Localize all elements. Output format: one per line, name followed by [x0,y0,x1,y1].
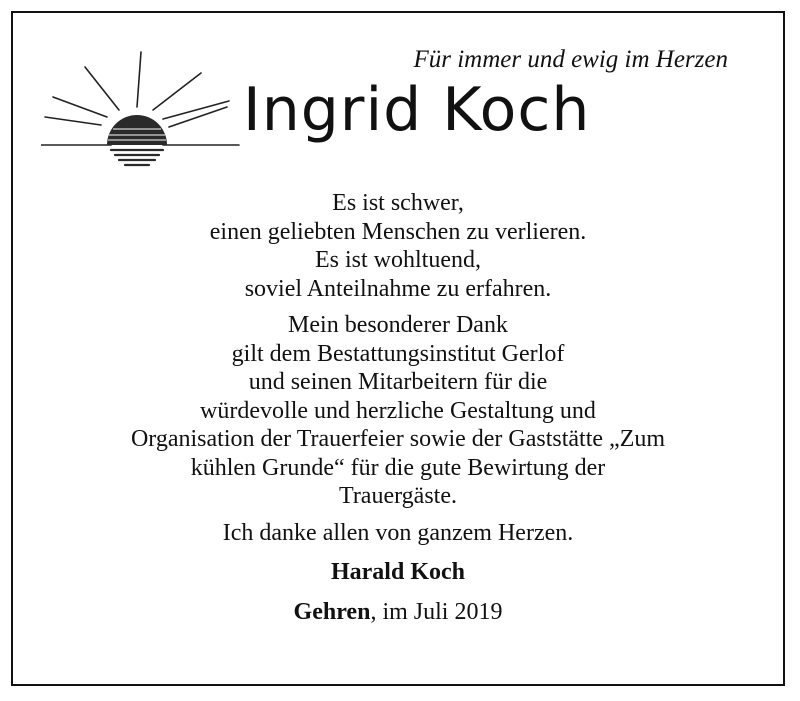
thanks-line: gilt dem Bestattungsinstitut Gerlof [231,340,565,367]
verse-line: Es ist schwer, [332,190,464,216]
place-date-line [43,598,753,627]
thanks-line: würdevolle und herzliche Gestaltung und [200,397,596,424]
notice-body [43,189,753,626]
place: Gehren [293,598,371,625]
spacer [43,303,753,311]
sun-rising-over-water-icon [41,47,241,171]
thanks-line: Trauergäste. [339,483,457,509]
thanks-line: Organisation der Trauerfeier sowie der Gaststätte „Zum [130,426,666,452]
spacer [43,547,753,558]
verse-line: Es ist wohltuend, [315,247,481,273]
signature: Harald Koch [330,559,465,585]
tagline: Für immer und ewig im Herzen [413,46,728,73]
verse-line: einen geliebten Menschen zu verlieren. [209,218,587,245]
date-text: , im Juli 2019 [370,598,503,625]
deceased-name: Ingrid Koch [243,75,591,145]
spacer [43,511,753,519]
notice-frame [11,11,785,686]
spacer [43,587,753,598]
thanks-line: Mein besonderer Dank [288,312,508,338]
thanks-line: kühlen Grunde“ für die gute Bewirtung der [190,454,606,481]
closing-line: Ich danke allen von ganzem Herzen. [222,519,574,546]
thanks-line: und seinen Mitarbeitern für die [248,369,548,395]
verse-line: soviel Anteilnahme zu erfahren. [244,275,552,302]
